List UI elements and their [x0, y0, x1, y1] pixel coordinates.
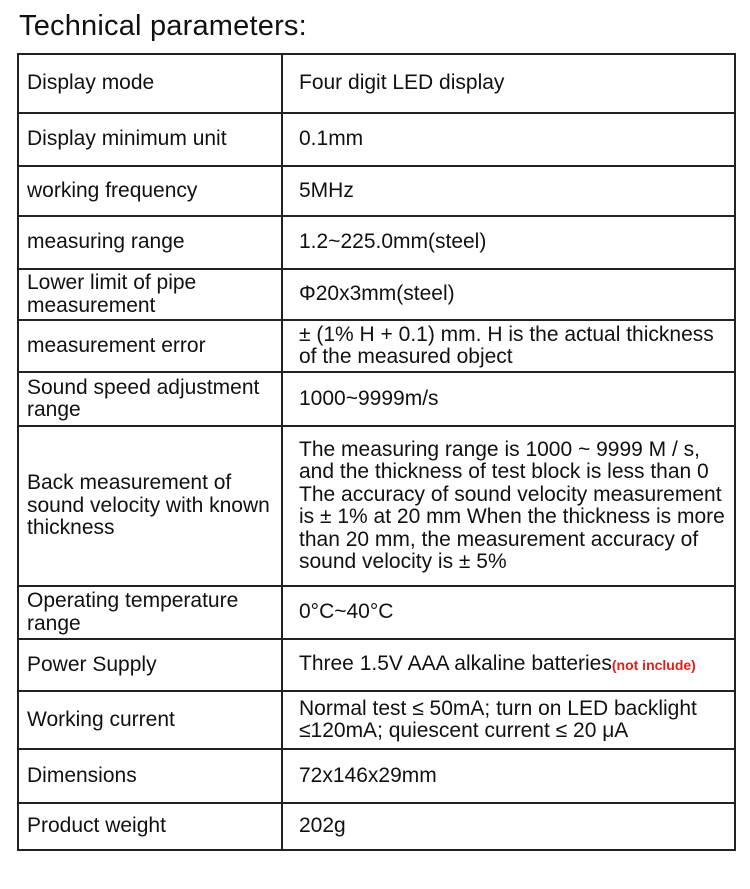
param-value: Φ20x3mm(steel) [282, 269, 735, 320]
param-label: Product weight [18, 803, 282, 850]
param-value: 72x146x29mm [282, 749, 735, 803]
param-value: The measuring range is 1000 ~ 9999 M / s, and the thickness of test block is less than 0 The accuracy of sound velocity measurement is ± 1% at 20 mm When the thickness is more than 20 mm, the measurement accuracy of sound velocity is ± 5% [282, 426, 735, 586]
table-row [18, 54, 735, 113]
table-row [18, 166, 735, 216]
param-label: measuring range [18, 216, 282, 269]
param-label: Display minimum unit [18, 113, 282, 166]
param-label: Display mode [18, 54, 282, 113]
table-row [18, 691, 735, 749]
param-value: Three 1.5V AAA alkaline batteries [299, 652, 612, 676]
param-value: 1.2~225.0mm(steel) [282, 216, 735, 269]
table-row [18, 586, 735, 639]
param-label: Operating temperature range [18, 586, 282, 639]
param-value: Four digit LED display [282, 54, 735, 113]
param-label: Sound speed adjustment range [18, 372, 282, 426]
param-label: Dimensions [18, 749, 282, 803]
page-title: Technical parameters: [19, 10, 307, 42]
param-label: Back measurement of sound velocity with known thickness [18, 426, 282, 586]
param-label: Working current [18, 691, 282, 749]
param-value: 1000~9999m/s [282, 372, 735, 426]
table-row [18, 426, 735, 586]
param-value: 5MHz [282, 166, 735, 216]
param-label: Power Supply [18, 639, 282, 691]
table-row [18, 639, 735, 691]
technical-parameters-table [17, 53, 736, 851]
param-value-with-note [282, 639, 735, 691]
param-label: Lower limit of pipe measurement [18, 269, 282, 320]
not-included-note: (not include) [611, 657, 696, 674]
table-row [18, 320, 735, 372]
table-row [18, 803, 735, 850]
param-label: measurement error [18, 320, 282, 372]
table-row [18, 113, 735, 166]
param-value: 0°C~40°C [282, 586, 735, 639]
table-row [18, 372, 735, 426]
table-row [18, 749, 735, 803]
param-value: 202g [282, 803, 735, 850]
table-row [18, 216, 735, 269]
table-row [18, 269, 735, 320]
param-value: 0.1mm [282, 113, 735, 166]
param-label: working frequency [18, 166, 282, 216]
param-value: Normal test ≤ 50mA; turn on LED backlight ≤120mA; quiescent current ≤ 20 μA [282, 691, 735, 749]
param-value: ± (1% H + 0.1) mm. H is the actual thickness of the measured object [282, 320, 735, 372]
